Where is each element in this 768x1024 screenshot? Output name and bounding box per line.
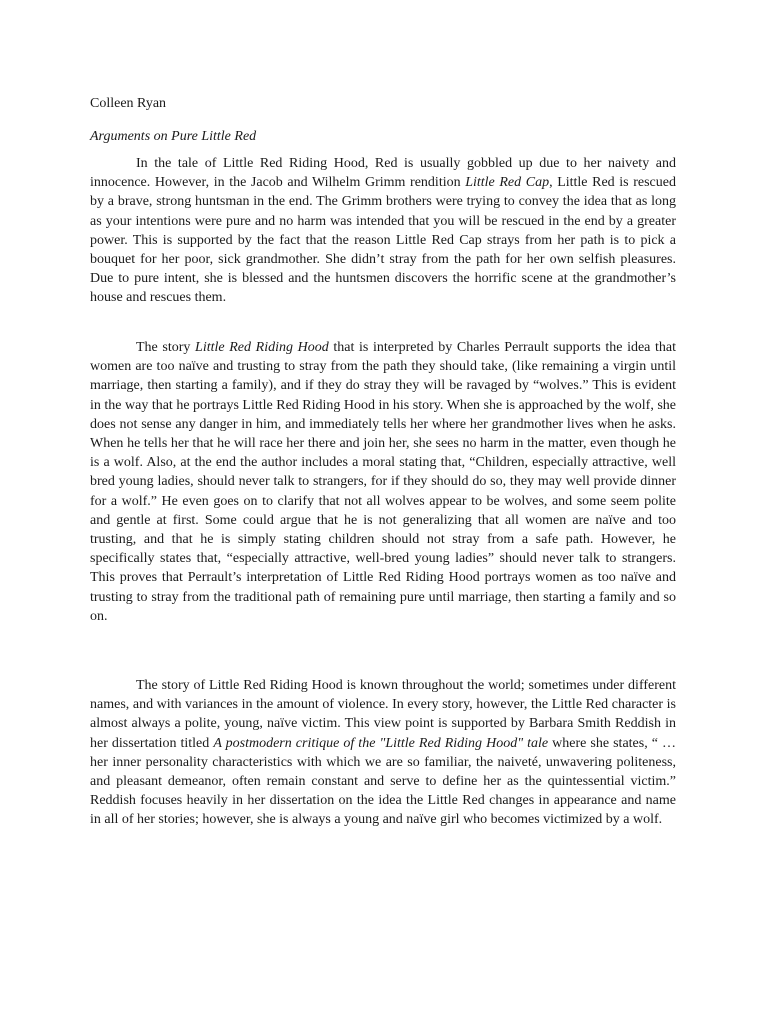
paragraph-1-text-a: In the tale of Little Red Riding Hood, Red is usually gobbled up due to her naivety and innocence. However, in the Jacob and Wilhelm Grimm rendition <box>90 156 676 191</box>
paragraph-3-text-b: where she states, “ …her inner personality characteristics with which we are so familiar, the naiveté, unwavering politeness, and pleasant demeanor, often remain constant and serve to define her as the quintessential victim.” Reddish focuses heavily in her dissertation on the idea the Little Red changes in appearance and name in all of her stories; however, she is always a young and naïve girl who becomes victimized by a wolf. <box>90 735 676 828</box>
paragraph-1-italic: Little Red Cap <box>465 175 550 191</box>
paragraph-3-text-a: The story of Little Red Riding Hood is known throughout the world; sometimes under different names, and with variances in the amount of violence. In every story, however, the Little Red character is almost always a polite, young, naïve victim. This view point is supported by Barbara Smith Reddish in her dissertation titled <box>90 678 676 751</box>
paragraph-1 <box>90 154 676 308</box>
paragraph-2-text-a: The story <box>136 340 196 355</box>
paragraph-1-text-b: , Little Red is rescued by a brave, strong huntsman in the end. The Grimm brothers were trying to convey the idea that as long as your intentions were pure and no harm was intended that you will be rescued in the end by a greater power. This is supported by the fact that the reason Little Red Cap strays from her path is to pick a bouquet for her poor, sick grandmother. She didn’t stray from the path for her own selfish pleasures. Due to pure intent, she is blessed and the huntsmen discovers the horrific scene at the grandmother’s house and rescues them. <box>90 175 676 306</box>
paragraph-2 <box>90 338 676 626</box>
author-name: Colleen Ryan <box>90 96 167 111</box>
paragraph-3-italic: A postmodern critique of the "Little Red Riding Hood" tale <box>213 735 549 751</box>
paragraph-2-text-b: that is interpreted by Charles Perrault supports the idea that women are too naïve and trusting to stray from the path they should take, (like remaining a virgin until marriage, then starting a family), and if they do stray they will be ravaged by “wolves.” This is evident in the way that he portrays Little Red Riding Hood in his story. When she is approached by the wolf, she does not sense any danger in him, and immediately tells her where her grandmother lives when he asks. When he tells her that he will race her there and join her, she sees no harm in the matter, even though he is a wolf. Also, at the end the author includes a moral stating that, “Children, especially attractive, well bred young ladies, should never talk to strangers, for if they should do so, they may well provide dinner for a wolf.” He even goes on to clarify that not all wolves appear to be wolves, and some seem polite and gentle at first. Some could argue that he is not generalizing that all women are naïve and too trusting, and that he is simply stating children should not stray from a safe path. However, he specifically states that, “especially attractive, well-bred young ladies” should never talk to strangers. This proves that Perrault’s interpretation of Little Red Riding Hood portrays women as too naïve and trusting to stray from the traditional path of remaining pure until marriage, then starting a family and so on. <box>90 340 677 624</box>
paragraph-2-italic: Little Red Riding Hood <box>195 340 329 355</box>
paragraph-3 <box>90 676 676 830</box>
essay-title: Arguments on Pure Little Red <box>90 129 257 144</box>
